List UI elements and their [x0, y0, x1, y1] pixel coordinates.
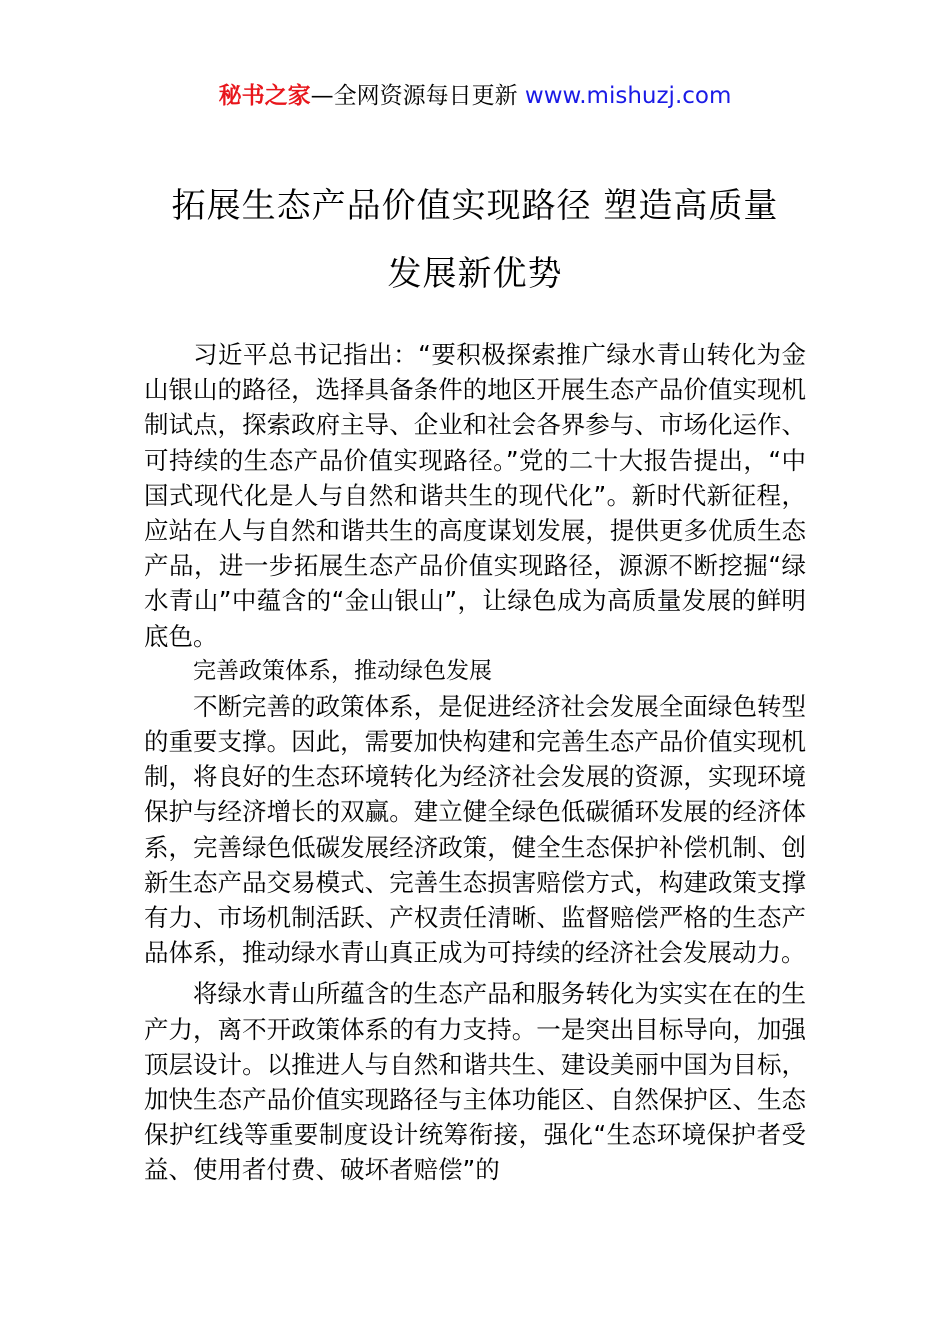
brand-name: 秘书之家: [218, 83, 311, 109]
site-header: [0, 80, 950, 112]
site-url-link[interactable]: www.mishuzj.com: [524, 83, 732, 109]
document-body: [144, 337, 806, 1188]
header-tagline: —全网资源每日更新: [310, 83, 518, 109]
body-paragraph-2: 将绿水青山所蕴含的生态产品和服务转化为实实在在的生产力，离不开政策体系的有力支持。一是突出目标导向，加强顶层设计。以推进人与自然和谐共生、建设美丽中国为目标，加快生态产品价值实现路径与主体功能区、自然保护区、生态保护红线等重要制度设计统筹衔接，强化“生态环境保护者受益、使用者付费、破坏者赔偿”的: [144, 979, 806, 1185]
intro-paragraph: 习近平总书记指出：“要积极探索推广绿水青山转化为金山银山的路径，选择具备条件的地区开展生态产品价值实现机制试点，探索政府主导、企业和社会各界参与、市场化运作、可持续的生态产品价值实现路径。”党的二十大报告提出，“中国式现代化是人与自然和谐共生的现代化”。新时代新征程，应站在人与自然和谐共生的高度谋划发展，提供更多优质生态产品，进一步拓展生态产品价值实现路径，源源不断挖掘“绿水青山”中蕴含的“金山银山”，让绿色成为高质量发展的鲜明底色。: [144, 340, 806, 651]
document-title: [0, 172, 950, 308]
title-line-1: 拓展生态产品价值实现路径 塑造高质量: [171, 186, 779, 226]
section-heading: 完善政策体系，推动绿色发展: [193, 657, 492, 684]
body-paragraph-1: 不断完善的政策体系，是促进经济社会发展全面绿色转型的重要支撑。因此，需要加快构建和完善生态产品价值实现机制，将良好的生态环境转化为经济社会发展的资源，实现环境保护与经济增长的双赢。建立健全绿色低碳循环发展的经济体系，完善绿色低碳发展经济政策，健全生态保护补偿机制、创新生态产品交易模式、完善生态损害赔偿方式，构建政策支撑有力、市场机制活跃、产权责任清晰、监督赔偿严格的生态产品体系，推动绿水青山真正成为可持续的经济社会发展动力。: [144, 691, 806, 968]
title-line-2: 发展新优势: [387, 254, 563, 294]
